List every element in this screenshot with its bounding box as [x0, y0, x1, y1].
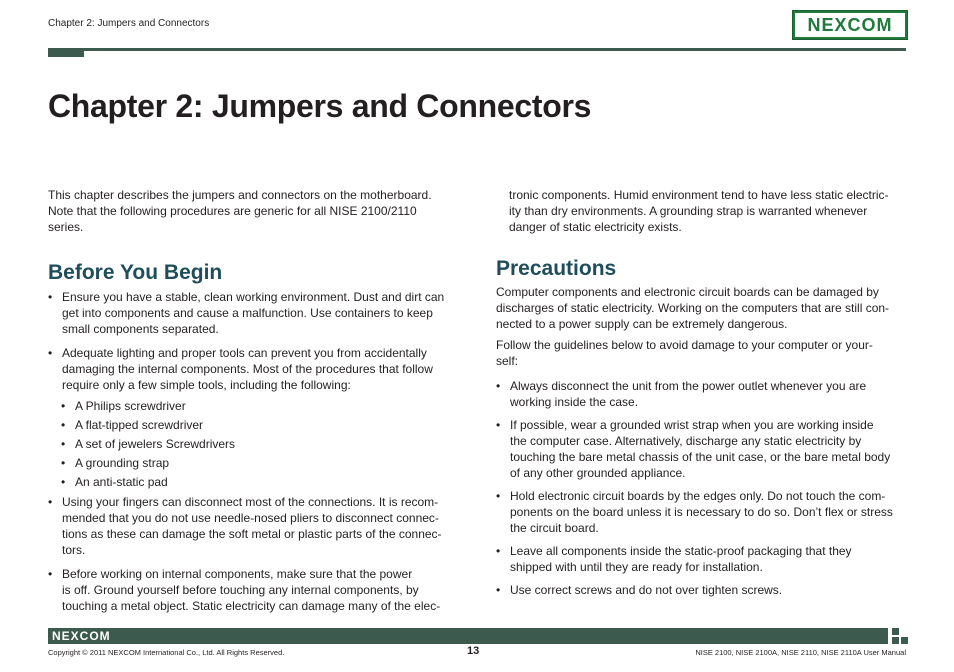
precautions-paragraph: Computer components and electronic circuit boards can be damaged by discharges of static electricity. Working on the computers that are still con- nected to a power supply can be extremely dangerous.	[496, 285, 890, 331]
footer-square-icon	[892, 637, 899, 644]
tool-item: • A set of jewelers Screwdrivers	[61, 435, 468, 454]
precautions-list	[496, 378, 908, 598]
tool-item: • A flat-tipped screwdriver	[61, 416, 468, 435]
continued-paragraph: tronic components. Humid environment tend to have less static electric- ity than dry environments. A grounding strap is warranted whenever danger of static electricity exists.	[509, 188, 889, 234]
list-item: • Always disconnect the unit from the power outlet whenever you are working inside the case.	[496, 378, 908, 410]
tools-list	[48, 397, 468, 492]
intro-paragraph: This chapter describes the jumpers and connectors on the motherboard. Note that the following procedures are generic for all NISE 2100/2110 series.	[48, 188, 432, 234]
manual-title: NISE 2100, NISE 2100A, NISE 2110, NISE 2110A User Manual	[695, 648, 906, 657]
before-list	[48, 289, 468, 393]
footer-logo: NEXCOM	[52, 629, 111, 643]
list-item: • Before working on internal components, make sure that the power is off. Ground yourself before touching any internal components, by touching a metal object. Static electricity can damage many of the elec-	[48, 566, 468, 614]
right-column	[496, 187, 908, 598]
section-heading-before-you-begin: Before You Begin	[48, 261, 223, 284]
list-item: • Ensure you have a stable, clean working environment. Dust and dirt can get into components and cause a malfunction. Use containers to keep small components separated.	[48, 289, 468, 337]
page-title: Chapter 2: Jumpers and Connectors	[48, 88, 592, 124]
tool-item: • A grounding strap	[61, 454, 468, 473]
header-rule-block	[48, 48, 84, 57]
running-header: Chapter 2: Jumpers and Connectors	[48, 18, 210, 29]
copyright: Copyright © 2011 NEXCOM International Co., Ltd. All Rights Reserved.	[48, 648, 285, 657]
logo-text: NEXCOM	[807, 14, 893, 35]
tool-item: • A Philips screwdriver	[61, 397, 468, 416]
footer-square-icon	[892, 628, 899, 635]
list-item: • Use correct screws and do not over tighten screws.	[496, 582, 908, 598]
list-item: • Leave all components inside the static-proof packaging that they shipped with until they are ready for installation.	[496, 543, 908, 575]
list-item: • Adequate lighting and proper tools can prevent you from accidentally damaging the internal components. Most of the procedures that follow require only a few simple tools, including the following:	[48, 345, 468, 393]
section-heading-precautions: Precautions	[496, 257, 617, 280]
nexcom-logo	[792, 10, 908, 40]
footer-square-icon	[901, 637, 908, 644]
footer-bar	[48, 628, 888, 644]
guidelines-paragraph: Follow the guidelines below to avoid damage to your computer or your- self:	[496, 338, 873, 368]
list-item: • Hold electronic circuit boards by the edges only. Do not touch the com- ponents on the board unless it is necessary to do so. Don’t flex or stress the circuit board.	[496, 488, 908, 536]
list-item: • Using your fingers can disconnect most of the connections. It is recom- mended that you do not use needle-nosed pliers to disconnect connec- tions as these can damage the soft metal or plastic parts of the connec- tors.	[48, 494, 468, 558]
page-number: 13	[467, 645, 480, 657]
tool-item: • An anti-static pad	[61, 473, 468, 492]
header-rule	[48, 48, 906, 51]
list-item: • If possible, wear a grounded wrist strap when you are working inside the computer case. Alternatively, discharge any static electricity by touching the bare metal chassis of the unit case, or the bare metal body of any other grounded appliance.	[496, 417, 908, 481]
before-list-continued	[48, 494, 468, 614]
left-column	[48, 187, 468, 614]
